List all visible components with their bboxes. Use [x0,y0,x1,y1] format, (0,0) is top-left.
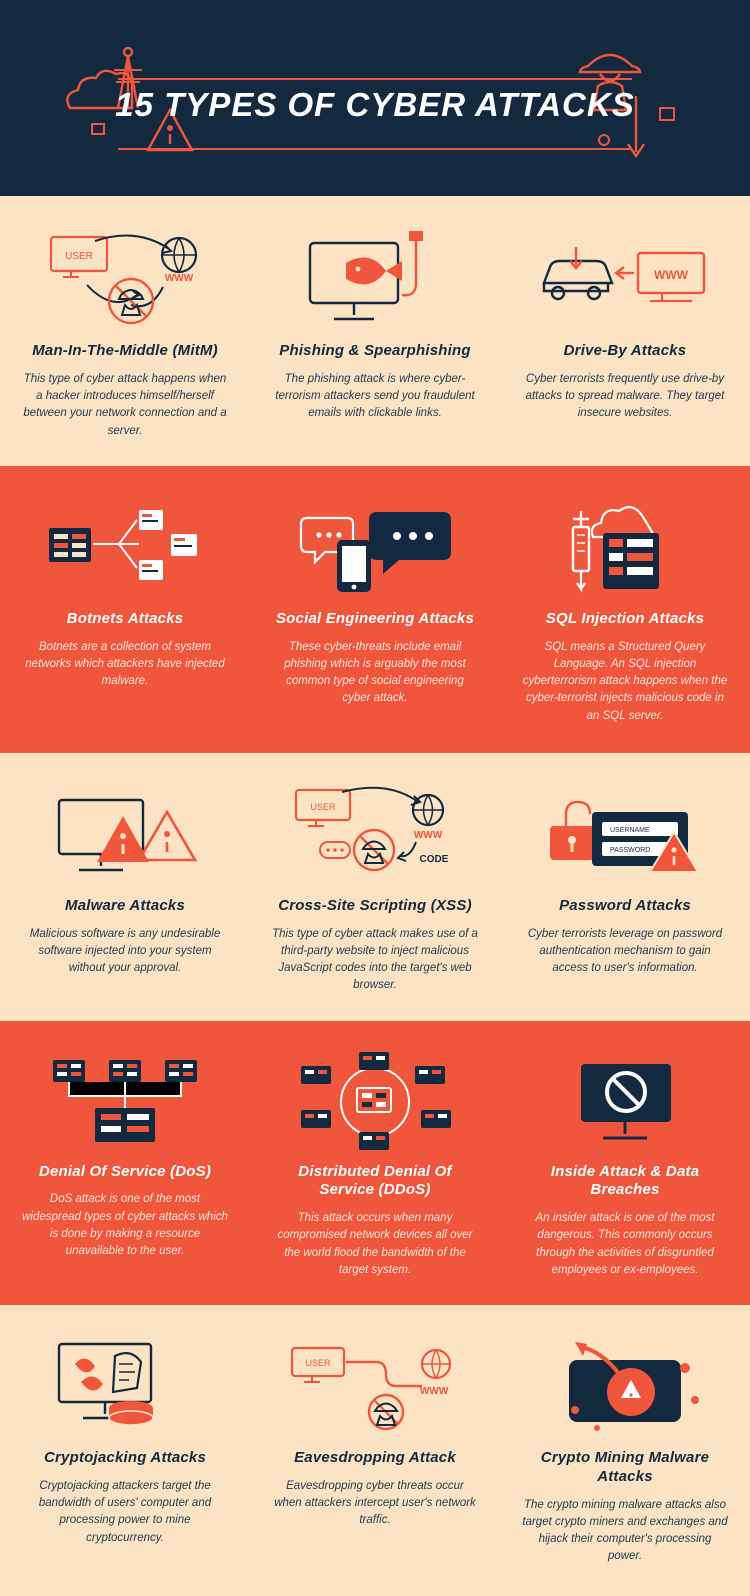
card-title: Cryptojacking Attacks [43,1449,207,1466]
card-title: Cross-Site Scripting (XSS) [278,896,472,914]
row-2 [0,466,750,753]
svg-text:WWW: WWW [654,268,688,282]
card-title: Password Attacks [559,896,691,914]
malware-icon [22,781,228,891]
card-description: The phishing attack is where cyber-terrorism attackers send you fraudulent emails with clickable links. [275,372,475,420]
card-description: Eavesdropping cyber threats occur when attackers intercept user's network traffic. [274,1479,476,1527]
drive-by-icon [522,226,728,336]
card-title: Eavesdropping Attack [294,1449,456,1466]
svg-text:USER: USER [310,801,336,812]
card-title: Denial Of Service (DoS) [38,1162,212,1180]
social-engineering-icon [272,494,478,604]
card-malware [0,753,250,1021]
header-rule-top [118,78,632,80]
card-inside-attack [500,1021,750,1306]
row-1 [0,196,750,466]
card-description: These cyber-threats include email phishing which is arguably the most common type of social engineering cyber attack. [284,640,466,705]
card-botnets [0,466,250,753]
svg-text:PASSWORD: PASSWORD [610,846,651,854]
card-title: Malware Attacks [65,896,185,914]
card-description: Malicious software is any undesirable software injected into your system without your approval. [29,927,221,974]
card-title: Drive-By Attacks [563,342,687,359]
card-xss [250,753,500,1021]
card-eavesdropping [250,1305,500,1596]
header-rule-bottom [118,148,632,150]
svg-text:WWW: WWW [164,273,194,284]
svg-text:USER: USER [305,1358,331,1368]
row-4 [0,1021,750,1306]
card-description: This type of cyber attack happens when a hacker introduces himself/herself between your network connection and a server. [23,372,227,437]
xss-icon [272,781,478,891]
eavesdropping-icon [272,1333,478,1443]
card-title: Botnets Attacks [66,609,184,627]
card-cryptojacking [0,1305,250,1596]
page-title: 15 TYPES OF CYBER ATTACKS [115,86,635,123]
card-description: Cyber terrorists frequently use drive-by attacks to spread malware. They target insecure websites. [525,372,725,420]
card-description: This type of cyber attack makes use of a third-party website to inject malicious JavaScript codes into the target's web browser. [272,927,478,992]
card-password-attacks [500,753,750,1021]
svg-text:USERNAME: USERNAME [610,826,650,834]
password-attack-icon [522,781,728,891]
card-description: This attack occurs when many compromised network devices all over the world flood the bandwidth of the target system. [277,1212,473,1276]
card-title: Crypto Mining Malware Attacks [540,1449,710,1485]
card-title: Man-In-The-Middle (MitM) [32,342,218,359]
card-description: An insider attack is one of the most dangerous. This commonly occurs through the activities of disgruntled employees or ex-employees. [535,1212,715,1276]
crypto-mining-icon [522,1333,728,1443]
cryptojacking-icon [22,1333,228,1443]
card-title: Phishing & Spearphishing [279,342,471,359]
card-phishing [250,196,500,466]
card-title: SQL Injection Attacks [545,609,705,627]
svg-text:WWW: WWW [413,829,443,841]
ddos-icon [272,1047,478,1157]
card-description: Cryptojacking attackers target the bandwidth of users' computer and processing power to mine cryptocurrency. [38,1479,212,1544]
card-title: Distributed Denial Of Service (DDoS) [298,1162,452,1199]
svg-text:WWW: WWW [419,1386,449,1397]
card-drive-by [500,196,750,466]
card-description: Botnets are a collection of system networks which attackers have injected malware. [25,640,225,687]
card-crypto-mining [500,1305,750,1596]
card-ddos [250,1021,500,1306]
svg-text:CODE: CODE [419,853,449,865]
card-social-engineering [250,466,500,753]
card-description: SQL means a Structured Query Language. An SQL injection cyberterrorism attack happens when the cyber-terrorist injects malicious code in an SQL server. [522,640,728,722]
row-5 [0,1305,750,1596]
sql-injection-icon [522,494,728,604]
botnet-icon [22,494,228,604]
card-description: Cyber terrorists leverage on password authentication mechanism to gain access to user's information. [527,927,723,974]
card-title: Inside Attack & Data Breaches [550,1162,700,1199]
card-sql-injection [500,466,750,753]
card-description: DoS attack is one of the most widespread types of cyber attacks which is done by making a resource unavailable to the user. [22,1193,228,1257]
card-description: The crypto mining malware attacks also target crypto miners and exchanges and hijack their computer's processing power. [522,1498,728,1563]
header-banner [0,0,750,196]
inside-attack-icon [522,1047,728,1157]
card-title: Social Engineering Attacks [275,609,475,627]
card-dos [0,1021,250,1306]
card-man-in-the-middle [0,196,250,466]
dos-icon [22,1047,228,1157]
svg-text:USER: USER [65,251,93,262]
row-3 [0,753,750,1021]
phishing-icon [272,226,478,336]
man-in-the-middle-icon [22,226,228,336]
